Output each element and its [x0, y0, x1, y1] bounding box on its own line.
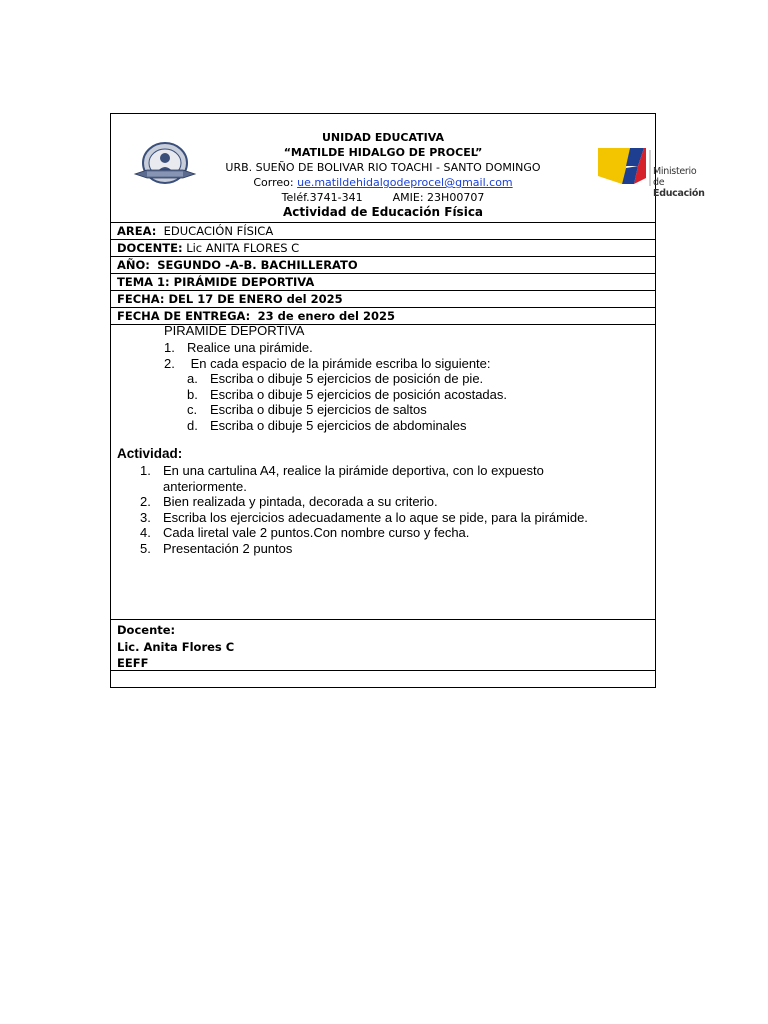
email-label: Correo:: [253, 176, 298, 189]
header-text-block: [111, 130, 655, 220]
list-text: En cada espacio de la pirámide escriba lo siguiente:: [187, 355, 491, 371]
empty-row: [111, 671, 655, 687]
school-name: “MATILDE HIDALGO DE PROCEL”: [283, 146, 483, 159]
list-text: Presentación 2 puntos: [163, 540, 293, 556]
email-line: [111, 175, 655, 190]
list-number: 2.: [140, 494, 151, 509]
list-number: 3.: [140, 509, 151, 525]
date-text: FECHA: DEL 17 DE ENERO del 2025: [117, 292, 343, 306]
list-text: Bien realizada y pintada, decorada a su criterio.: [163, 494, 438, 509]
ministry-line1: Ministerio: [653, 166, 697, 177]
activity-title: Actividad de Educación Física: [282, 205, 484, 219]
list-item: [140, 541, 620, 557]
list-item: [140, 463, 620, 494]
activity-document: [110, 113, 705, 688]
phone-line: [111, 190, 655, 205]
due-label: FECHA DE ENTREGA:: [117, 309, 251, 323]
list-number: 5.: [140, 540, 151, 556]
list-text: Escriba o dibuje 5 ejercicios de posición de pie.: [210, 371, 484, 386]
list-text: Escriba o dibuje 5 ejercicios de abdominales: [210, 417, 467, 433]
topic-row: [111, 274, 655, 291]
list-item: [187, 402, 507, 418]
area-label: AREA:: [117, 224, 157, 238]
list-letter: b.: [187, 386, 198, 402]
list-number: 1.: [164, 340, 175, 355]
list-letter: d.: [187, 417, 198, 433]
teacher-value: Lic ANITA FLORES C: [186, 241, 300, 255]
list-number: 2.: [164, 355, 175, 371]
ministry-line2: [653, 177, 705, 199]
due-value: 23 de enero del 2025: [257, 309, 395, 323]
list-text: En una cartulina A4, realice la pirámide deportiva, con lo expuesto anteriormente.: [163, 463, 544, 494]
document-header: [111, 114, 705, 223]
signature-section: [111, 620, 655, 671]
teacher-label: DOCENTE:: [117, 241, 183, 255]
list-item: [164, 356, 491, 372]
list-number: 1.: [140, 463, 151, 478]
list-item: [140, 525, 620, 541]
list-item: [164, 340, 491, 356]
list-text: Realice una pirámide.: [187, 340, 313, 355]
list-item: [140, 494, 620, 510]
list-item: [187, 387, 507, 403]
list-text: Escriba o dibuje 5 ejercicios de posición acostadas.: [210, 386, 508, 402]
area-value: EDUCACIÓN FÍSICA: [163, 224, 274, 238]
instructions-section: [111, 325, 655, 620]
ministry-line2-prefix: de: [653, 177, 665, 188]
institution-label: UNIDAD EDUCATIVA: [321, 131, 445, 144]
list-letter: a.: [187, 371, 198, 386]
list-letter: c.: [187, 402, 198, 417]
steps-list: [164, 340, 491, 371]
activity-label: Actividad:: [117, 446, 183, 461]
list-text: Escriba o dibuje 5 ejercicios de saltos: [210, 402, 427, 417]
list-number: 4.: [140, 525, 151, 540]
list-item: [187, 418, 507, 434]
activity-list: [140, 463, 620, 556]
area-row: [111, 223, 655, 240]
email-link[interactable]: ue.matildehidalgodeprocel@gmail.com: [297, 176, 513, 189]
list-text: Escriba los ejercicios adecuadamente a lo aque se pide, para la pirámide.: [163, 509, 588, 525]
amie-code: AMIE: 23H00707: [392, 191, 485, 204]
footer-dept: EEFF: [117, 656, 149, 670]
list-item: [187, 371, 507, 387]
date-row: [111, 291, 655, 308]
teacher-row: [111, 240, 655, 257]
ministry-line2-word: Educación: [653, 188, 705, 199]
list-item: [140, 510, 620, 526]
year-row: [111, 257, 655, 274]
topic-text: TEMA 1: PIRÁMIDE DEPORTIVA: [117, 275, 315, 289]
ministry-text: [653, 166, 705, 199]
list-text: Cada liretal vale 2 puntos.Con nombre curso y fecha.: [163, 525, 470, 540]
school-address: URB. SUEÑO DE BOLIVAR RIO TOACHI - SANTO DOMINGO: [225, 161, 541, 174]
year-value: SEGUNDO -A-B. BACHILLERATO: [157, 258, 358, 272]
footer-label: Docente:: [117, 623, 176, 637]
section-heading: PIRAMIDE DEPORTIVA: [164, 323, 305, 338]
footer-name: Lic. Anita Flores C: [117, 639, 235, 654]
year-label: AÑO:: [117, 258, 150, 272]
sub-steps-list: [187, 371, 507, 433]
phone-number: Teléf.3741-341: [281, 191, 363, 204]
